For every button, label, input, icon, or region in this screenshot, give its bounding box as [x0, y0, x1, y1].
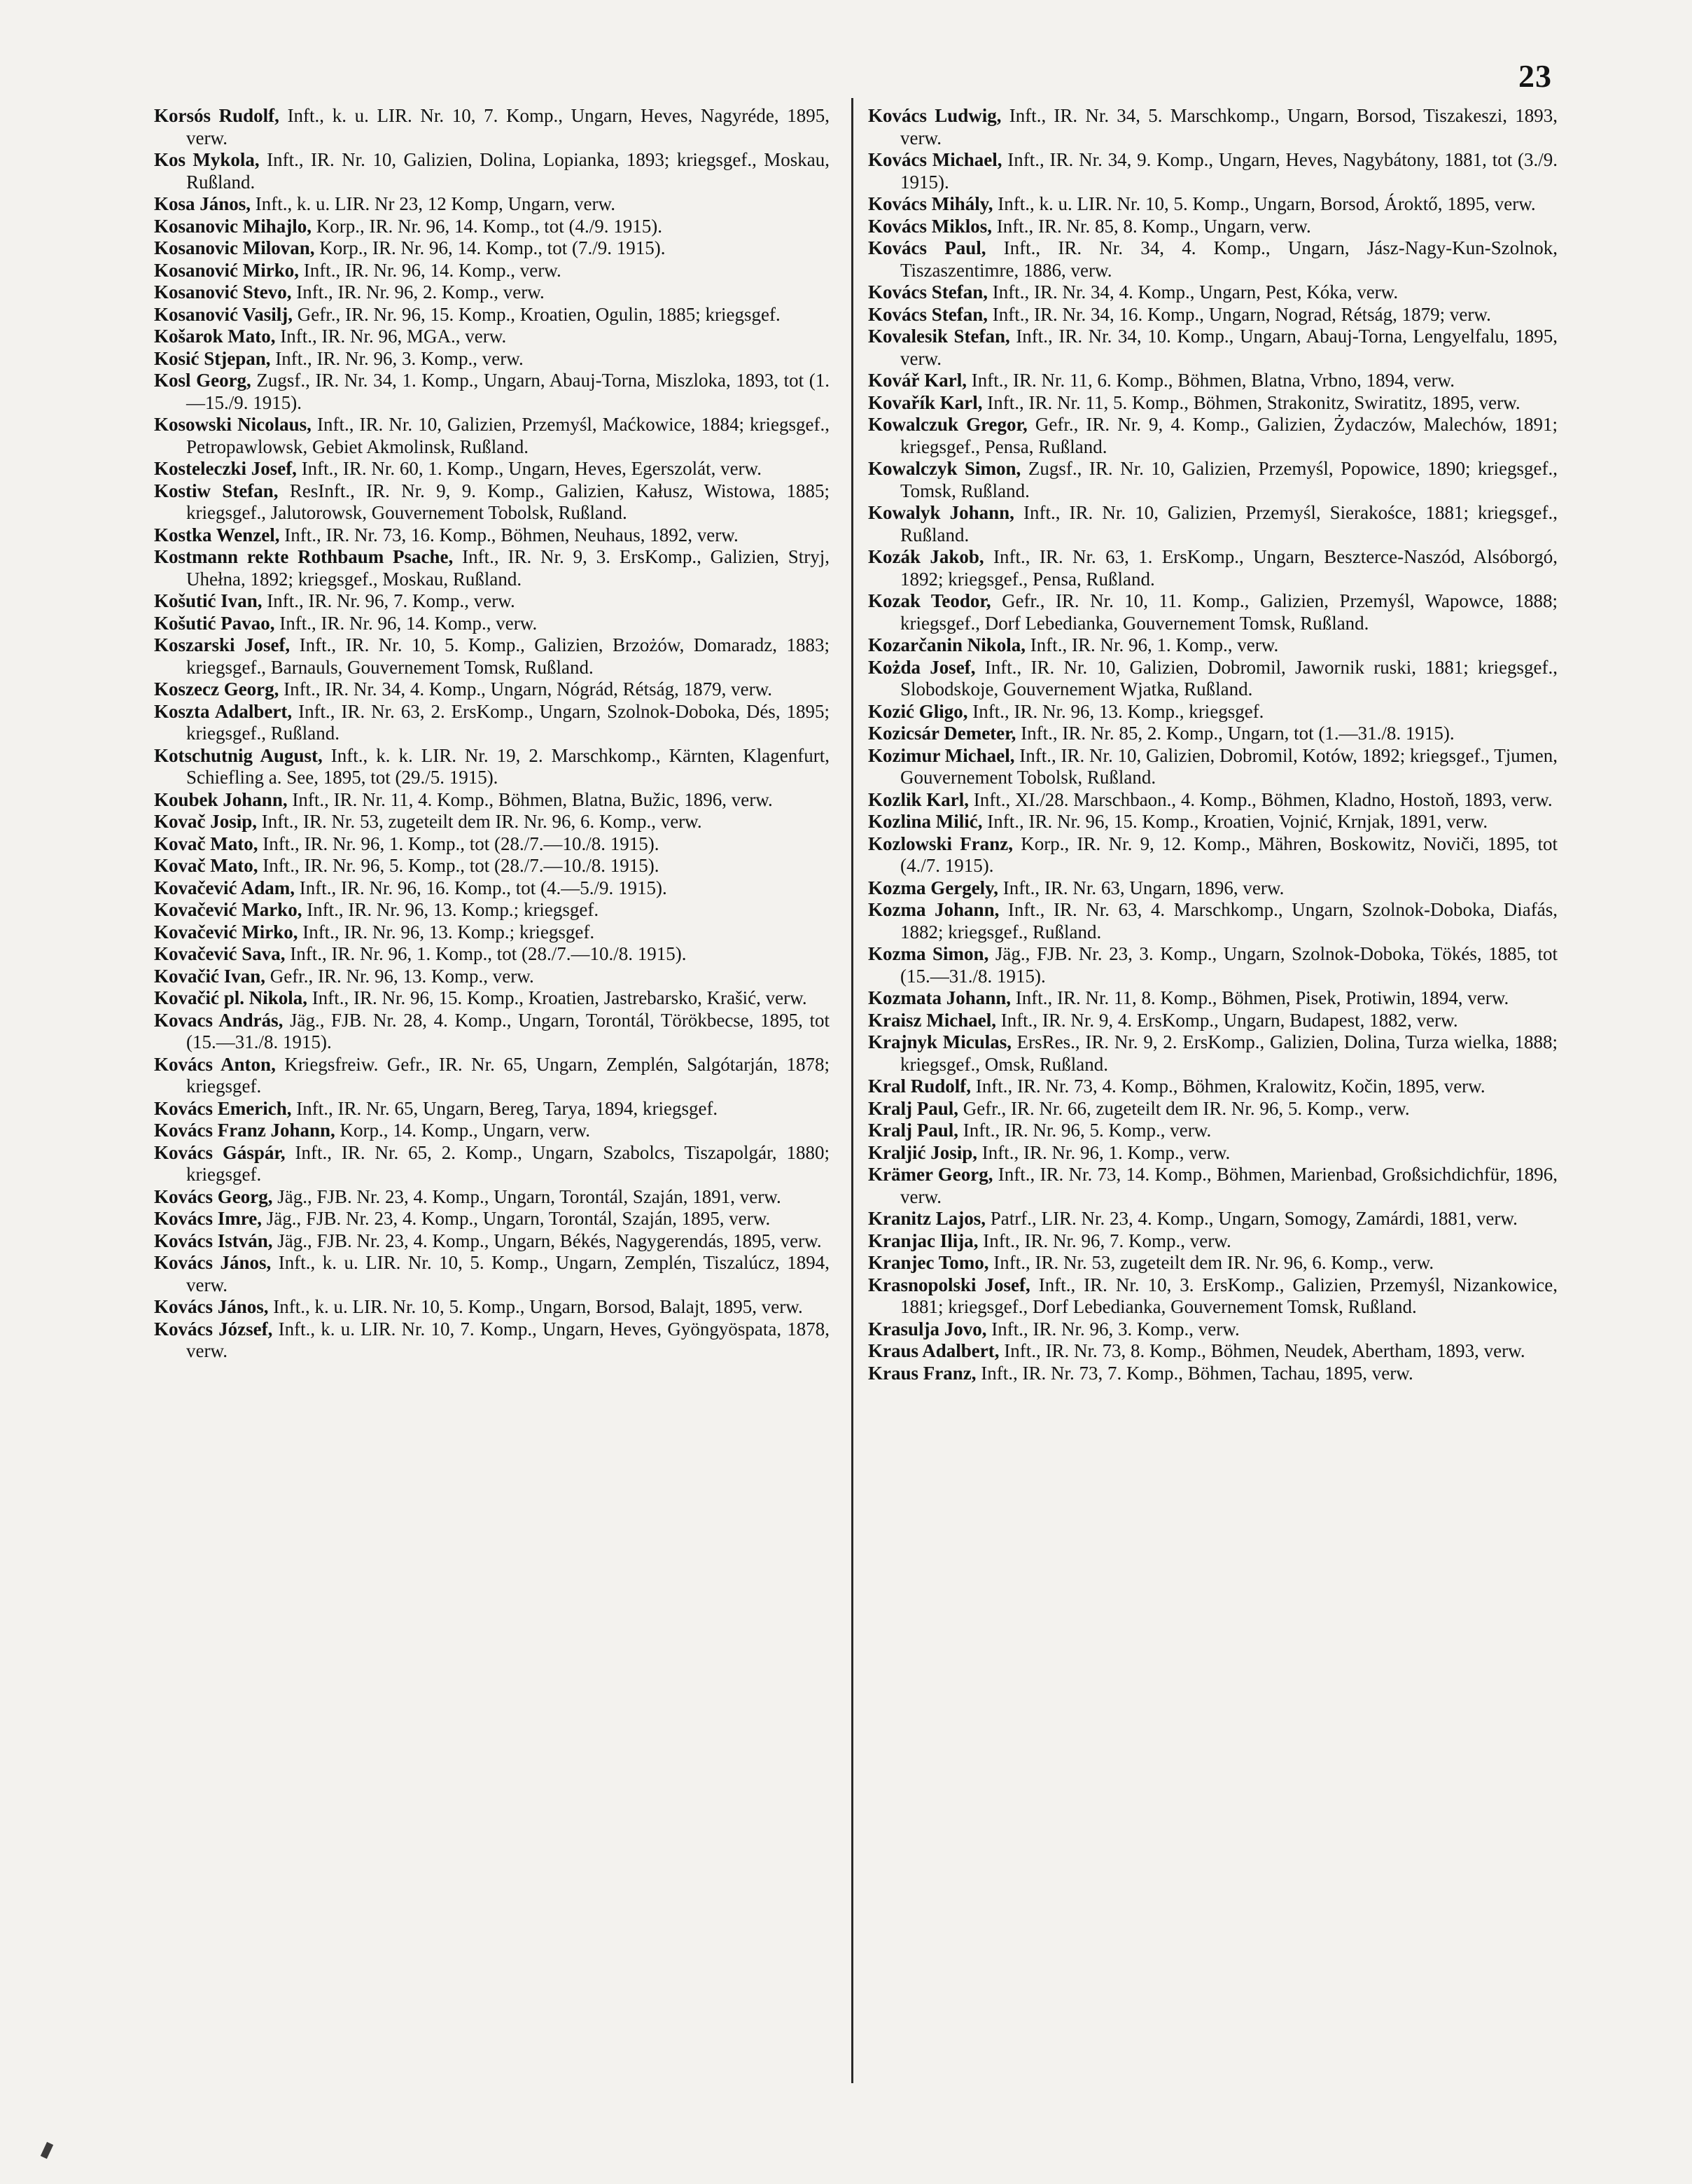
entry-name: Kranitz Lajos,	[868, 1208, 986, 1229]
roster-entry	[868, 392, 1558, 415]
roster-entry	[868, 281, 1558, 304]
roster-entry	[154, 193, 830, 216]
entry-details: Inft., IR. Nr. 10, 3. ErsKomp., Galizien, Przemyśl, Nizankowice, 1881; kriegsgef., Dorf Lebedianka, Gouvernement Tomsk, Rußland.	[900, 1274, 1558, 1317]
roster-entry	[154, 679, 830, 701]
entry-details: Inft., IR. Nr. 96, 14. Komp., verw.	[299, 259, 561, 281]
roster-entry	[154, 458, 830, 480]
roster-entry	[868, 723, 1558, 745]
entry-details: Inft., IR. Nr. 34, 4. Komp., Ungarn, Jász-Nagy-Kun-Szolnok, Tiszaszentimre, 1886, verw.	[900, 237, 1558, 281]
roster-entry	[868, 216, 1558, 238]
entry-details: Kriegsfreiw. Gefr., IR. Nr. 65, Ungarn, Zemplén, Salgótarján, 1878; kriegsgef.	[186, 1053, 830, 1097]
scan-mark	[41, 2142, 53, 2159]
roster-entry	[154, 1208, 830, 1230]
roster-entry	[154, 877, 830, 900]
roster-entry	[154, 789, 830, 812]
entry-details: Inft., IR. Nr. 63, 4. Marschkomp., Ungarn, Szolnok-Doboka, Diafás, 1882; kriegsgef., Rußland.	[900, 899, 1558, 943]
entry-details: Jäg., FJB. Nr. 23, 4. Komp., Ungarn, Békés, Nagygerendás, 1895, verw.	[272, 1230, 822, 1251]
entry-name: Kranjac Ilija,	[868, 1230, 979, 1251]
roster-entry	[868, 1098, 1558, 1120]
roster-entry	[868, 745, 1558, 789]
roster-entry	[154, 1230, 830, 1253]
entry-name: Kożda Josef,	[868, 656, 976, 678]
entry-name: Krajnyk Miculas,	[868, 1031, 1012, 1052]
entry-details: Inft., IR. Nr. 85, 2. Komp., Ungarn, tot (1.—31./8. 1915).	[1016, 723, 1455, 744]
entry-details: Inft., IR. Nr. 96, 13. Komp.; kriegsgef.	[298, 921, 595, 943]
roster-entry	[868, 899, 1558, 943]
roster-entry	[868, 414, 1558, 458]
roster-entry	[868, 304, 1558, 326]
roster-entry	[868, 634, 1558, 657]
entry-name: Kovačević Sava,	[154, 943, 286, 964]
entry-details: Inft., IR. Nr. 34, 16. Komp., Ungarn, Nograd, Rétság, 1879; verw.	[988, 303, 1491, 325]
entry-name: Kovalesik Stefan,	[868, 326, 1010, 347]
entry-name: Kovács Georg,	[154, 1185, 273, 1207]
entry-name: Kostiw Stefan,	[154, 480, 279, 501]
roster-entry	[868, 370, 1558, 392]
entry-details: Gefr., IR. Nr. 96, 13. Komp., verw.	[265, 965, 534, 987]
entry-name: Kovács Miklos,	[868, 215, 993, 237]
roster-entry	[868, 1031, 1558, 1076]
entry-name: Kovář Karl,	[868, 370, 967, 391]
roster-entry	[154, 1296, 830, 1319]
entry-details: Inft., IR. Nr. 73, 14. Komp., Böhmen, Marienbad, Großsichdichfür, 1896, verw.	[900, 1164, 1558, 1207]
roster-entry	[868, 987, 1558, 1010]
roster-entry	[868, 833, 1558, 877]
entry-details: Inft., IR. Nr. 34, 4. Komp., Ungarn, Nógrád, Rétság, 1879, verw.	[279, 679, 773, 700]
entry-name: Kosowski Nicolaus,	[154, 414, 312, 435]
roster-entry	[154, 966, 830, 988]
entry-details: Inft., IR. Nr. 73, 8. Komp., Böhmen, Neudek, Abertham, 1893, verw.	[999, 1340, 1525, 1361]
entry-details: Gefr., IR. Nr. 10, 11. Komp., Galizien, Przemyśl, Wapowce, 1888; kriegsgef., Dorf Lebedianka, Gouvernement Tomsk, Rußland.	[900, 590, 1558, 634]
roster-entry	[154, 546, 830, 590]
entry-name: Kranjec Tomo,	[868, 1252, 989, 1273]
entry-name: Kozarčanin Nikola,	[868, 634, 1026, 655]
entry-name: Kovačević Marko,	[154, 899, 302, 920]
entry-name: Kozma Johann,	[868, 899, 1000, 920]
roster-entry	[868, 1319, 1558, 1341]
roster-entry	[154, 811, 830, 833]
entry-name: Kozić Gligo,	[868, 700, 968, 722]
entry-details: Inft., IR. Nr. 73, 7. Komp., Böhmen, Tachau, 1895, verw.	[976, 1362, 1413, 1384]
entry-details: Inft., IR. Nr. 11, 8. Komp., Böhmen, Pisek, Protiwin, 1894, verw.	[1011, 987, 1509, 1008]
entry-name: Kovács János,	[154, 1252, 272, 1273]
entry-name: Kovács Ludwig,	[868, 105, 1002, 126]
entry-name: Kovač Josip,	[154, 811, 258, 832]
entry-name: Koszecz Georg,	[154, 679, 279, 700]
entry-details: Inft., IR. Nr. 53, zugeteilt dem IR. Nr. 96, 6. Komp., verw.	[988, 1252, 1434, 1273]
entry-details: Gefr., IR. Nr. 96, 15. Komp., Kroatien, Ogulin, 1885; kriegsgef.	[293, 303, 781, 325]
entry-details: Inft., IR. Nr. 96, 15. Komp., Kroatien, Vojnić, Krnjak, 1891, verw.	[982, 811, 1488, 832]
entry-details: Zugsf., IR. Nr. 34, 1. Komp., Ungarn, Abauj-Torna, Miszloka, 1893, tot (1.—15./9. 1915).	[186, 370, 830, 413]
roster-entry	[154, 524, 830, 547]
entry-details: Korp., IR. Nr. 96, 14. Komp., tot (4./9. 1915).	[312, 215, 662, 237]
entry-name: Kosić Stjepan,	[154, 347, 271, 369]
entry-details: Inft., IR. Nr. 96, 5. Komp., tot (28./7.—10./8. 1915).	[258, 855, 659, 876]
roster-entry	[154, 921, 830, 944]
entry-name: Kovács Anton,	[154, 1053, 276, 1075]
entry-name: Kovačić Ivan,	[154, 965, 265, 987]
entry-name: Kovács Gáspár,	[154, 1141, 286, 1163]
roster-entry	[154, 348, 830, 370]
entry-details: Korp., IR. Nr. 9, 12. Komp., Mähren, Boskowitz, Noviči, 1895, tot (4./7. 1915).	[900, 833, 1558, 876]
left-column	[154, 105, 830, 1363]
entry-details: Inft., IR. Nr. 60, 1. Komp., Ungarn, Heves, Egerszolát, verw.	[296, 458, 762, 479]
entry-name: Koubek Johann,	[154, 788, 288, 810]
roster-entry	[868, 789, 1558, 812]
entry-details: Inft., IR. Nr. 96, 13. Komp.; kriegsgef.	[302, 899, 599, 920]
entry-name: Koszta Adalbert,	[154, 700, 293, 722]
roster-entry	[868, 502, 1558, 546]
entry-name: Kosanović Vasilj,	[154, 303, 293, 325]
entry-name: Kralj Paul,	[868, 1097, 958, 1119]
roster-entry	[154, 590, 830, 613]
entry-details: Inft., IR. Nr. 34, 5. Marschkomp., Ungarn, Borsod, Tiszakeszi, 1893, verw.	[900, 105, 1558, 148]
entry-name: Kosa János,	[154, 193, 251, 214]
entry-name: Korsós Rudolf,	[154, 105, 279, 126]
entry-details: Inft., IR. Nr. 73, 16. Komp., Böhmen, Neuhaus, 1892, verw.	[279, 524, 739, 545]
roster-entry	[868, 546, 1558, 590]
roster-entry	[868, 1010, 1558, 1032]
roster-entry	[154, 1186, 830, 1209]
entry-name: Kowalczyk Simon,	[868, 458, 1021, 479]
roster-entry	[154, 237, 830, 260]
roster-entry	[154, 701, 830, 745]
roster-entry	[868, 701, 1558, 723]
entry-details: Gefr., IR. Nr. 9, 4. Komp., Galizien, Żydaczów, Malechów, 1891; kriegsgef., Pensa, Rußland.	[900, 414, 1558, 457]
entry-details: Gefr., IR. Nr. 66, zugeteilt dem IR. Nr. 96, 5. Komp., verw.	[958, 1097, 1410, 1119]
entry-details: Inft., IR. Nr. 96, 13. Komp., kriegsgef.	[967, 700, 1264, 722]
roster-entry	[868, 1142, 1558, 1164]
page-number: 23	[1518, 58, 1552, 94]
entry-details: Inft., IR. Nr. 96, 1. Komp., tot (28./7.—10./8. 1915).	[285, 943, 687, 964]
entry-name: Kovács Emerich,	[154, 1097, 292, 1119]
entry-name: Kraus Adalbert,	[868, 1340, 1000, 1361]
entry-details: Inft., IR. Nr. 53, zugeteilt dem IR. Nr. 96, 6. Komp., verw.	[257, 811, 702, 832]
entry-name: Kozma Gergely,	[868, 877, 998, 898]
entry-name: Košutić Pavao,	[154, 612, 275, 634]
roster-entry	[868, 326, 1558, 370]
roster-entry	[154, 634, 830, 679]
entry-details: Inft., IR. Nr. 96, 1. Komp., verw.	[977, 1141, 1231, 1163]
roster-entry	[154, 326, 830, 348]
entry-name: Kraljić Josip,	[868, 1141, 977, 1163]
roster-entry	[868, 1164, 1558, 1208]
entry-details: Inft., IR. Nr. 34, 9. Komp., Ungarn, Heves, Nagybátony, 1881, tot (3./9. 1915).	[900, 149, 1558, 193]
entry-details: Inft., IR. Nr. 63, 1. ErsKomp., Ungarn, Beszterce-Naszód, Alsóborgó, 1892; kriegsgef., Pensa, Rußland.	[900, 546, 1558, 590]
entry-details: Jäg., FJB. Nr. 23, 4. Komp., Ungarn, Torontál, Szaján, 1891, verw.	[272, 1185, 781, 1207]
entry-name: Kozlik Karl,	[868, 788, 969, 810]
entry-name: Kosteleczki Josef,	[154, 458, 297, 479]
entry-details: Korp., IR. Nr. 96, 14. Komp., tot (7./9. 1915).	[314, 237, 666, 258]
roster-entry	[154, 1098, 830, 1120]
roster-entry	[154, 304, 830, 326]
entry-name: Kraus Franz,	[868, 1362, 977, 1384]
entry-name: Kostmann rekte Rothbaum Psache,	[154, 546, 454, 567]
entry-name: Kowalyk Johann,	[868, 502, 1014, 523]
entry-details: Inft., XI./28. Marschbaon., 4. Komp., Böhmen, Kladno, Hostoň, 1893, verw.	[969, 788, 1553, 810]
entry-details: Inft., IR. Nr. 34, 10. Komp., Ungarn, Abauj-Torna, Lengyelfalu, 1895, verw.	[900, 326, 1558, 369]
entry-details: Inft., IR. Nr. 11, 5. Komp., Böhmen, Strakonitz, Swiratitz, 1895, verw.	[982, 391, 1520, 413]
entry-name: Kovačević Adam,	[154, 877, 295, 898]
entry-name: Kovács Stefan,	[868, 303, 988, 325]
entry-details: Inft., IR. Nr. 9, 4. ErsKomp., Ungarn, Budapest, 1882, verw.	[995, 1009, 1458, 1031]
right-column	[868, 105, 1558, 1384]
roster-entry	[868, 1252, 1558, 1274]
entry-details: Inft., k. u. LIR. Nr. 10, 7. Komp., Ungarn, Heves, Nagyréde, 1895, verw.	[186, 105, 830, 148]
roster-entry	[154, 1010, 830, 1054]
entry-name: Kozma Simon,	[868, 943, 989, 964]
entry-details: Jäg., FJB. Nr. 23, 4. Komp., Ungarn, Torontál, Szaján, 1895, verw.	[261, 1208, 771, 1229]
entry-details: ErsRes., IR. Nr. 9, 2. ErsKomp., Galizien, Dolina, Turza wielka, 1888; kriegsgef., Omsk, Rußland.	[900, 1031, 1558, 1075]
entry-details: Inft., IR. Nr. 65, 2. Komp., Ungarn, Szabolcs, Tiszapolgár, 1880; kriegsgef.	[186, 1141, 830, 1185]
roster-entry	[154, 480, 830, 524]
entry-details: Inft., IR. Nr. 85, 8. Komp., Ungarn, verw.	[992, 215, 1311, 237]
entry-name: Kotschutnig August,	[154, 744, 323, 766]
roster-entry	[154, 1120, 830, 1142]
entry-name: Kowalczuk Gregor,	[868, 414, 1028, 435]
roster-entry	[868, 193, 1558, 216]
entry-details: Inft., IR. Nr. 96, MGA., verw.	[275, 326, 507, 347]
entry-name: Kraisz Michael,	[868, 1009, 996, 1031]
entry-details: Patrf., LIR. Nr. 23, 4. Komp., Ungarn, Somogy, Zamárdi, 1881, verw.	[986, 1208, 1518, 1229]
entry-name: Kos Mykola,	[154, 149, 260, 170]
entry-name: Krämer Georg,	[868, 1164, 993, 1185]
entry-details: Jäg., FJB. Nr. 23, 3. Komp., Ungarn, Szolnok-Doboka, Tökés, 1885, tot (15.—31./8. 1915).	[900, 943, 1558, 987]
entry-name: Kovács Stefan,	[868, 281, 988, 302]
entry-details: Inft., IR. Nr. 63, Ungarn, 1896, verw.	[998, 877, 1285, 898]
entry-details: ResInft., IR. Nr. 9, 9. Komp., Galizien, Kałusz, Wistowa, 1885; kriegsgef., Jalutorowsk, Gouvernement Tobolsk, Rußland.	[186, 480, 830, 523]
roster-entry	[154, 281, 830, 304]
entry-name: Kosl Georg,	[154, 370, 251, 391]
entry-name: Kozlowski Franz,	[868, 833, 1014, 854]
entry-name: Kovacs András,	[154, 1009, 284, 1031]
roster-entry	[868, 458, 1558, 502]
roster-entry	[868, 1340, 1558, 1363]
roster-entry	[154, 149, 830, 193]
entry-details: Inft., IR. Nr. 96, 3. Komp., verw.	[986, 1318, 1240, 1340]
roster-entry	[154, 833, 830, 856]
roster-entry	[868, 1363, 1558, 1385]
roster-entry	[868, 943, 1558, 987]
roster-entry	[154, 745, 830, 789]
entry-name: Kovačević Mirko,	[154, 921, 298, 943]
entry-details: Inft., k. u. LIR. Nr. 10, 7. Komp., Ungarn, Heves, Gyöngyöspata, 1878, verw.	[186, 1318, 830, 1361]
entry-name: Kovács István,	[154, 1230, 273, 1251]
roster-entry	[868, 1230, 1558, 1253]
entry-name: Kovács Franz Johann,	[154, 1120, 335, 1141]
column-divider	[851, 98, 853, 2083]
entry-name: Košarok Mato,	[154, 326, 276, 347]
entry-details: Inft., k. u. LIR. Nr. 10, 5. Komp., Ungarn, Zemplén, Tiszalúcz, 1894, verw.	[186, 1252, 830, 1295]
entry-details: Inft., k. u. LIR. Nr. 10, 5. Komp., Ungarn, Borsod, Ároktő, 1895, verw.	[993, 193, 1536, 214]
entry-details: Zugsf., IR. Nr. 10, Galizien, Przemyśl, Popowice, 1890; kriegsgef., Tomsk, Rußland.	[900, 458, 1558, 501]
entry-details: Inft., IR. Nr. 11, 4. Komp., Böhmen, Blatna, Bužic, 1896, verw.	[287, 788, 773, 810]
roster-entry	[868, 237, 1558, 281]
entry-details: Jäg., FJB. Nr. 28, 4. Komp., Ungarn, Torontál, Törökbecse, 1895, tot (15.—31./8. 1915).	[186, 1009, 830, 1052]
entry-details: Inft., IR. Nr. 10, Galizien, Dobromil, Kotów, 1892; kriegsgef., Tjumen, Gouvernement Tobolsk, Rußland.	[900, 744, 1558, 788]
entry-details: Inft., IR. Nr. 10, 5. Komp., Galizien, Brzożów, Domaradz, 1883; kriegsgef., Barnauls, Gouvernement Tomsk, Rußland.	[186, 634, 830, 678]
roster-entry	[154, 1252, 830, 1296]
entry-details: Inft., IR. Nr. 10, Galizien, Dolina, Lopianka, 1893; kriegsgef., Moskau, Rußland.	[186, 149, 830, 193]
entry-name: Krasnopolski Josef,	[868, 1274, 1030, 1295]
roster-entry	[154, 105, 830, 149]
entry-details: Inft., IR. Nr. 34, 4. Komp., Ungarn, Pest, Kóka, verw.	[988, 281, 1399, 302]
entry-name: Kostka Wenzel,	[154, 524, 280, 545]
entry-details: Inft., IR. Nr. 96, 5. Komp., verw.	[958, 1120, 1212, 1141]
roster-entry	[868, 1120, 1558, 1142]
entry-name: Kozicsár Demeter,	[868, 723, 1016, 744]
entry-name: Kosanovic Milovan,	[154, 237, 315, 258]
roster-entry	[154, 613, 830, 635]
roster-entry	[154, 1142, 830, 1186]
roster-entry	[154, 987, 830, 1010]
entry-name: Kosanović Mirko,	[154, 259, 299, 281]
entry-details: Inft., IR. Nr. 96, 1. Komp., verw.	[1026, 634, 1279, 655]
entry-name: Kovács Mihály,	[868, 193, 993, 214]
entry-name: Kozák Jakob,	[868, 546, 984, 567]
roster-entry	[868, 149, 1558, 193]
entry-name: Kovács János,	[154, 1296, 269, 1317]
entry-name: Kozmata Johann,	[868, 987, 1012, 1008]
entry-name: Krasulja Jovo,	[868, 1318, 987, 1340]
entry-name: Kovačić pl. Nikola,	[154, 987, 308, 1008]
entry-name: Kozak Teodor,	[868, 590, 991, 611]
entry-details: Korp., 14. Komp., Ungarn, verw.	[335, 1120, 590, 1141]
entry-name: Kral Rudolf,	[868, 1076, 972, 1097]
entry-details: Inft., IR. Nr. 96, 2. Komp., verw.	[291, 281, 545, 302]
roster-entry	[154, 943, 830, 966]
entry-details: Inft., IR. Nr. 96, 7. Komp., verw.	[978, 1230, 1231, 1251]
entry-details: Inft., IR. Nr. 96, 1. Komp., tot (28./7.—10./8. 1915).	[258, 833, 659, 854]
roster-entry	[154, 899, 830, 921]
roster-entry	[868, 877, 1558, 900]
roster-entry	[154, 216, 830, 238]
entry-details: Inft., IR. Nr. 73, 4. Komp., Böhmen, Kralowitz, Kočin, 1895, verw.	[971, 1076, 1485, 1097]
entry-details: Inft., IR. Nr. 10, Galizien, Przemyśl, Sierakośce, 1881; kriegsgef., Rußland.	[900, 502, 1558, 545]
roster-entry	[868, 1274, 1558, 1319]
entry-details: Inft., IR. Nr. 96, 3. Komp., verw.	[270, 347, 524, 369]
entry-name: Kozlina Milić,	[868, 811, 983, 832]
entry-details: Inft., IR. Nr. 10, Galizien, Dobromil, Jawornik ruski, 1881; kriegsgef., Slobodskoje, Gouvernement Wjatka, Rußland.	[900, 656, 1558, 700]
entry-details: Inft., IR. Nr. 9, 3. ErsKomp., Galizien, Stryj, Uhełna, 1892; kriegsgef., Moskau, Rußland.	[186, 546, 830, 590]
roster-entry	[868, 1208, 1558, 1230]
entry-name: Kovács József,	[154, 1318, 273, 1340]
entry-name: Kovařík Karl,	[868, 391, 983, 413]
entry-details: Inft., k. u. LIR. Nr 23, 12 Komp, Ungarn, verw.	[251, 193, 615, 214]
entry-details: Inft., IR. Nr. 65, Ungarn, Bereg, Tarya, 1894, kriegsgef.	[291, 1097, 718, 1119]
entry-details: Inft., IR. Nr. 96, 14. Komp., verw.	[274, 612, 538, 634]
entry-details: Inft., IR. Nr. 10, Galizien, Przemyśl, Maćkowice, 1884; kriegsgef., Petropawlowsk, Gebiet Akmolinsk, Rußland.	[186, 414, 830, 457]
roster-entry	[868, 1076, 1558, 1098]
entry-details: Inft., IR. Nr. 11, 6. Komp., Böhmen, Blatna, Vrbno, 1894, verw.	[966, 370, 1455, 391]
roster-entry	[868, 105, 1558, 149]
entry-name: Kozimur Michael,	[868, 744, 1015, 766]
entry-name: Kosanović Stevo,	[154, 281, 292, 302]
entry-details: Inft., k. u. LIR. Nr. 10, 5. Komp., Ungarn, Borsod, Balajt, 1895, verw.	[268, 1296, 803, 1317]
roster-entry	[154, 1054, 830, 1098]
entry-name: Kovács Michael,	[868, 149, 1002, 170]
entry-details: Inft., IR. Nr. 96, 16. Komp., tot (4.—5./9. 1915).	[294, 877, 667, 898]
entry-name: Kralj Paul,	[868, 1120, 958, 1141]
entry-name: Koszarski Josef,	[154, 634, 291, 655]
roster-entry	[154, 1319, 830, 1363]
roster-entry	[154, 370, 830, 414]
entry-name: Kovač Mato,	[154, 833, 258, 854]
entry-name: Kovač Mato,	[154, 855, 258, 876]
entry-name: Kosanovic Mihajlo,	[154, 215, 312, 237]
entry-details: Inft., IR. Nr. 63, 2. ErsKomp., Ungarn, Szolnok-Doboka, Dés, 1895; kriegsgef., Rußland.	[186, 700, 830, 744]
roster-entry	[154, 414, 830, 458]
roster-entry	[868, 811, 1558, 833]
roster-entry	[154, 855, 830, 877]
entry-details: Inft., IR. Nr. 96, 7. Komp., verw.	[262, 590, 515, 611]
entry-name: Kovács Imre,	[154, 1208, 262, 1229]
entry-name: Kovács Paul,	[868, 237, 986, 258]
entry-name: Košutić Ivan,	[154, 590, 263, 611]
roster-entry	[154, 260, 830, 282]
roster-entry	[868, 657, 1558, 701]
entry-details: Inft., IR. Nr. 96, 15. Komp., Kroatien, Jastrebarsko, Krašić, verw.	[307, 987, 807, 1008]
entry-details: Inft., k. k. LIR. Nr. 19, 2. Marschkomp., Kärnten, Klagenfurt, Schiefling a. See, 1895, tot (29./5. 1915).	[186, 744, 830, 788]
roster-entry	[868, 590, 1558, 634]
